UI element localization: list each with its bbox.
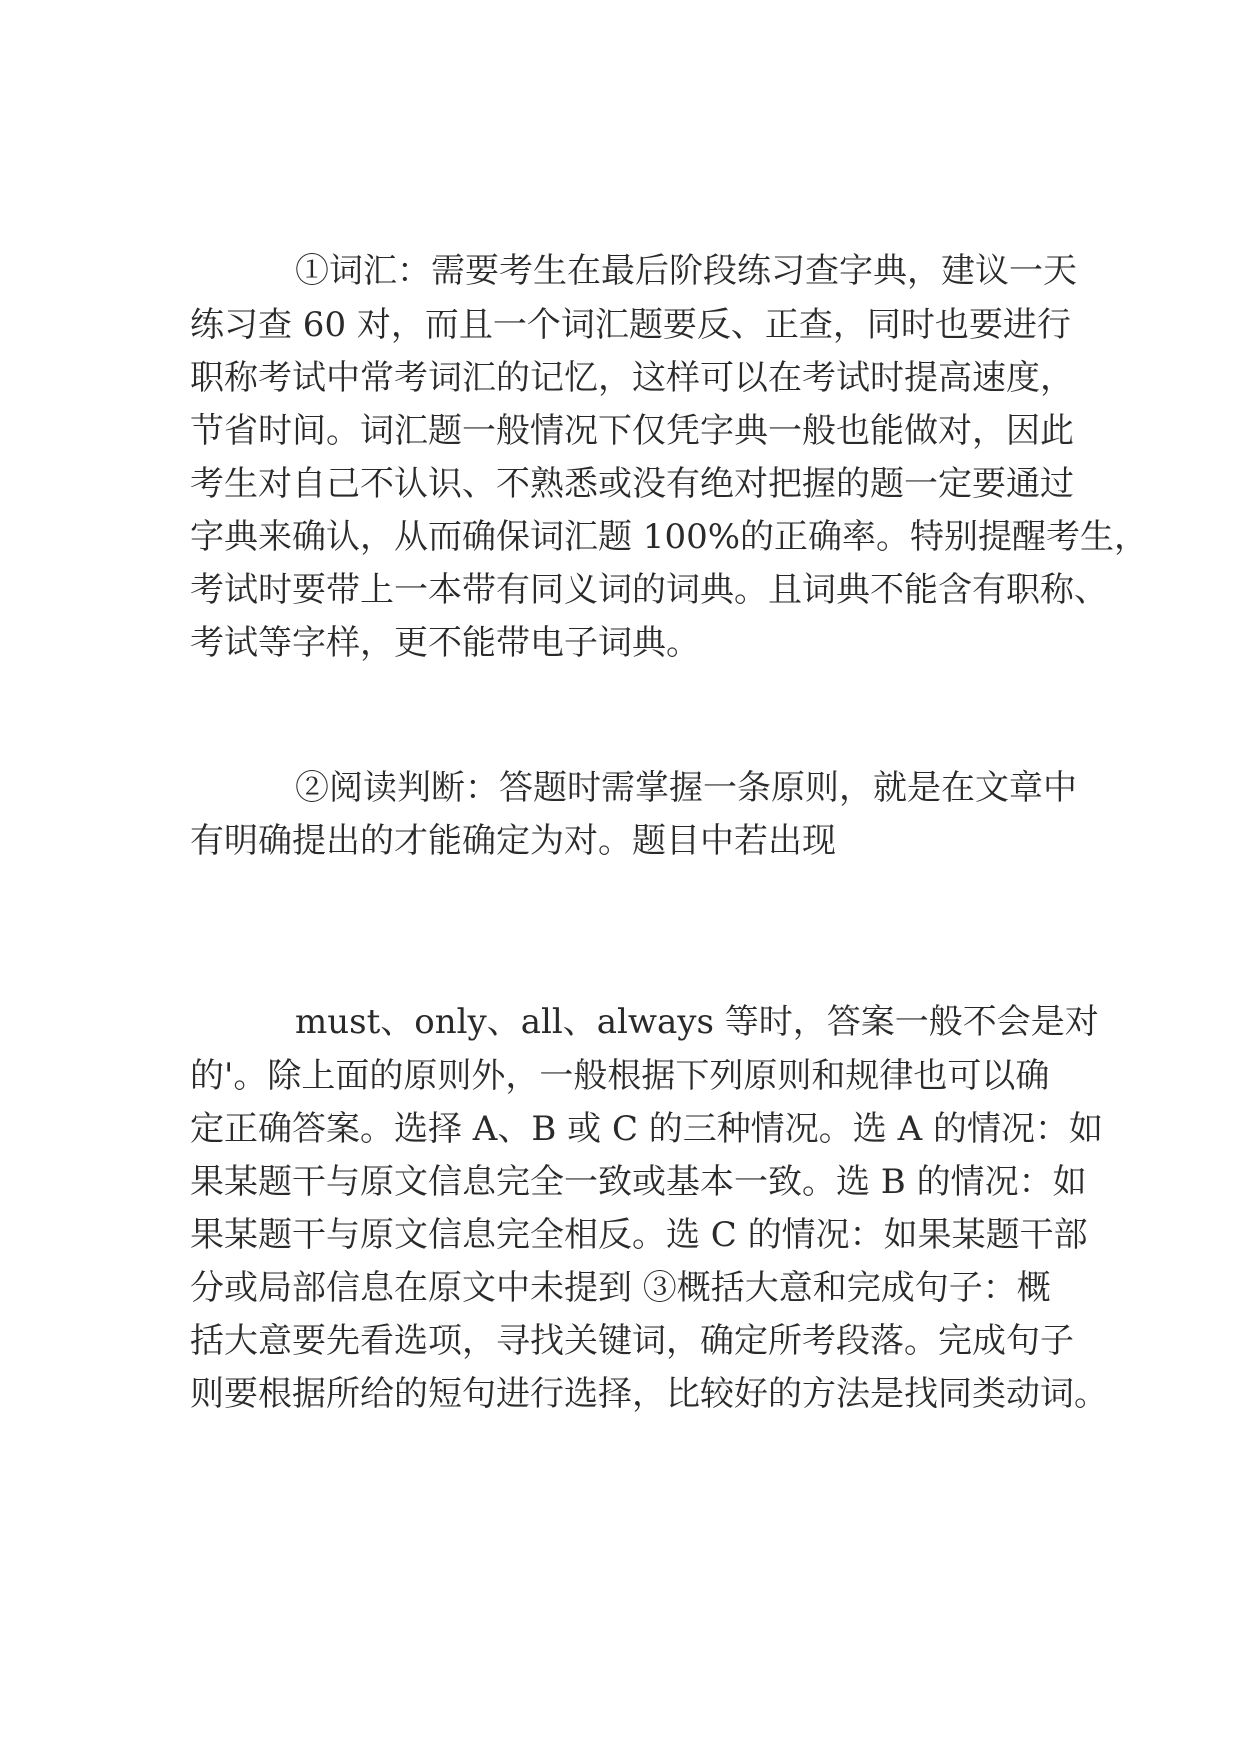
text-line: 职称考试中常考词汇的记忆，这样可以在考试时提高速度， (190, 358, 1074, 398)
text-line: 果某题干与原文信息完全相反。选 C 的情况：如果某题干部 (190, 1215, 1088, 1255)
text-line: 括大意要先看选项，寻找关键词，确定所考段落。完成句子 (190, 1321, 1074, 1361)
text-line: 有明确提出的才能确定为对。题目中若出现 (190, 821, 836, 861)
text-line: must、only、all、always 等时，答案一般不会是对 (295, 1002, 1099, 1042)
text-line: ②阅读判断：答题时需掌握一条原则，就是在文章中 (295, 768, 1077, 808)
text-line: 则要根据所给的短句进行选择，比较好的方法是找同类动词。 (190, 1374, 1108, 1414)
text-line: 节省时间。词汇题一般情况下仅凭字典一般也能做对，因此 (190, 411, 1074, 451)
text-line: 字典来确认，从而确保词汇题 100%的正确率。特别提醒考生， (190, 517, 1149, 557)
text-line: 果某题干与原文信息完全一致或基本一致。选 B 的情况：如 (190, 1162, 1087, 1202)
text-line: 定正确答案。选择 A、B 或 C 的三种情况。选 A 的情况：如 (190, 1109, 1103, 1149)
text-line: 的'。除上面的原则外，一般根据下列原则和规律也可以确 (190, 1056, 1050, 1096)
text-line: 考试时要带上一本带有同义词的词典。且词典不能含有职称、 (190, 570, 1108, 610)
text-line: ①词汇：需要考生在最后阶段练习查字典，建议一天 (295, 251, 1077, 291)
text-line: 考试等字样，更不能带电子词典。 (190, 623, 700, 663)
text-line: 考生对自己不认识、不熟悉或没有绝对把握的题一定要通过 (190, 464, 1074, 504)
text-line: 练习查 60 对，而且一个词汇题要反、正查，同时也要进行 (190, 305, 1071, 345)
text-line: 分或局部信息在原文中未提到 ③概括大意和完成句子：概 (190, 1268, 1051, 1308)
